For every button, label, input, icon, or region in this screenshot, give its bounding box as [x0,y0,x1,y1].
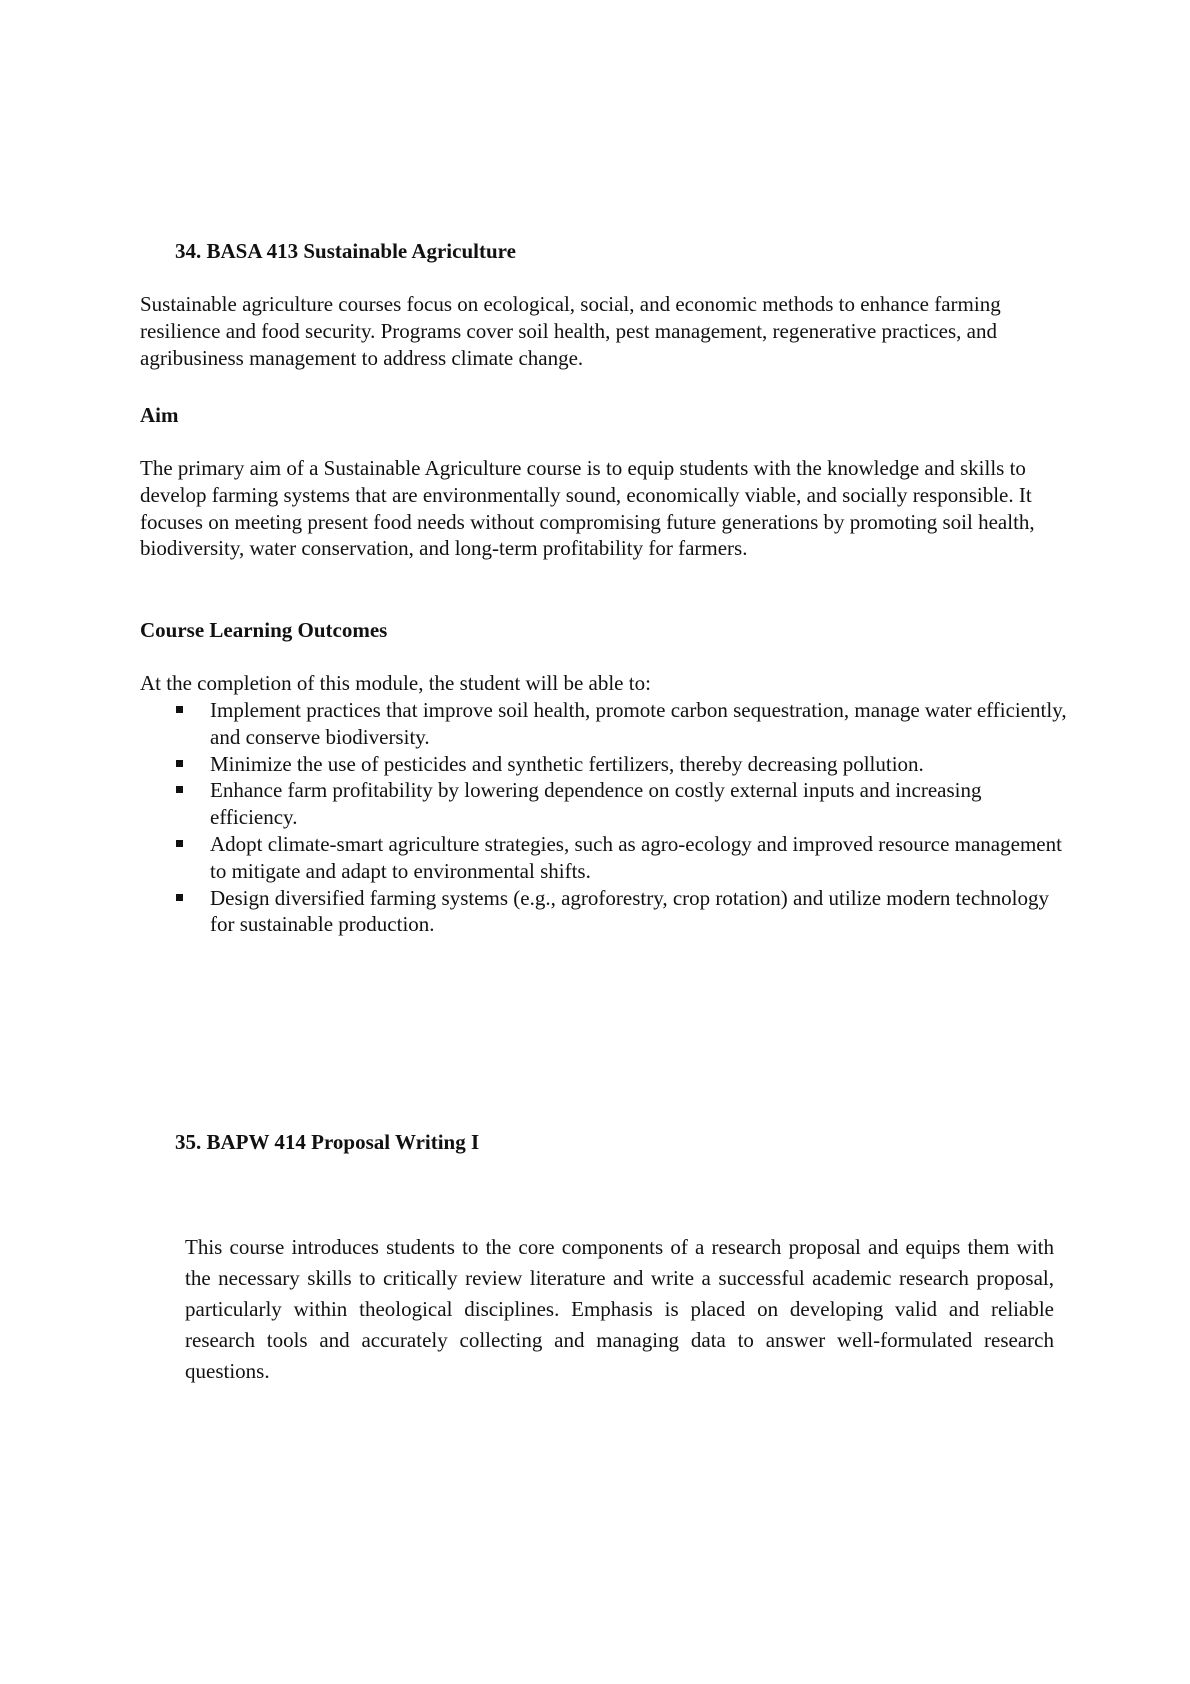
course-description: Sustainable agriculture courses focus on ecological, social, and economic methods to enhance farming resilience and food security. Programs cover soil health, pest management, regenerative practices, and agribusiness management to address climate change. [140,292,1001,370]
list-item [140,777,1070,831]
outcome-text: Minimize the use of pesticides and synthetic fertilizers, thereby decreasing pollution. [210,751,924,776]
outcome-text: Implement practices that improve soil health, promote carbon sequestration, manage water efficiently, and conserve biodiversity. [210,698,1067,749]
course-title: 35. BAPW 414 Proposal Writing I [175,1130,480,1154]
course-title: 34. BASA 413 Sustainable Agriculture [175,239,516,263]
outcome-text: Enhance farm profitability by lowering dependence on costly external inputs and increasing efficiency. [210,778,982,830]
list-item [140,697,1070,751]
outcome-text: Design diversified farming systems (e.g., agroforestry, crop rotation) and utilize modern technology for sustainable production. [210,885,1049,937]
list-item [140,751,1070,778]
square-bullet-icon [176,786,183,793]
square-bullet-icon [176,706,183,713]
square-bullet-icon [176,760,183,767]
outcome-text: Adopt climate-smart agriculture strategies, such as agro-ecology and improved resource management to mitigate and adapt to environmental shifts. [210,831,1062,883]
list-item [140,885,1070,939]
aim-heading: Aim [140,403,179,427]
outcomes-heading: Course Learning Outcomes [140,618,388,642]
square-bullet-icon [176,840,183,847]
outcomes-intro: At the completion of this module, the student will be able to: [140,671,651,695]
aim-text: The primary aim of a Sustainable Agriculture course is to equip students with the knowledge and skills to develop farming systems that are environmentally sound, economically viable, and socially responsible. It focuses on meeting present food needs without compromising future generations by promoting soil health, biodiversity, water conservation, and long-term profitability for farmers. [140,456,1035,561]
outcomes-list [140,697,1070,938]
square-bullet-icon [176,894,183,901]
course-description: This course introduces students to the core components of a research proposal and equips them with the necessary skills to critically review literature and write a successful academic research proposal, particularly within theological disciplines. Emphasis is placed on developing valid and reliable research tools and accurately collecting and managing data to answer well-formulated research questions. [185,1235,1054,1383]
list-item [140,831,1070,885]
